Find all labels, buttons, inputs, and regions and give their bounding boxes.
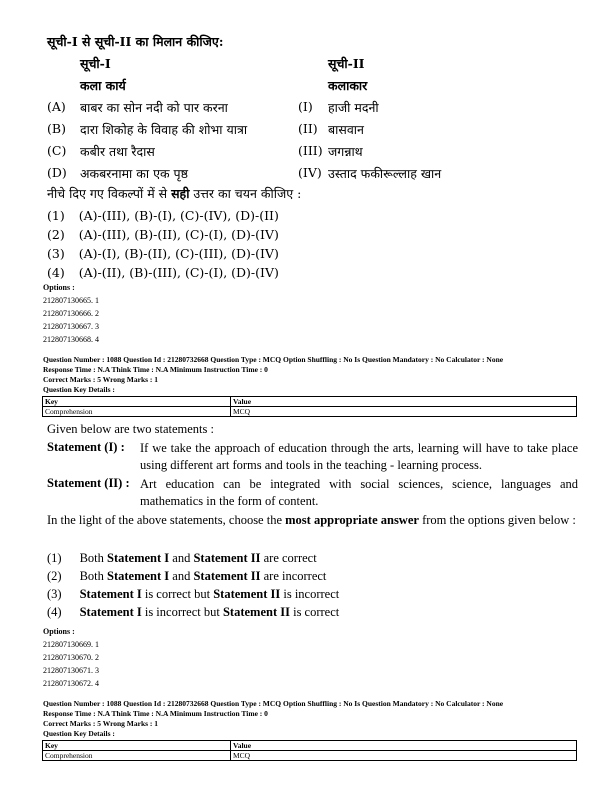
q2-choice-3: (3) Statement I is correct but Statement II is incorrect — [47, 587, 340, 601]
table-cell: Comprehension — [43, 407, 231, 417]
table-row — [43, 397, 577, 407]
table-row — [43, 751, 577, 761]
q1-option-id: 212807130667. 3 — [43, 322, 99, 331]
q1-choice-1: (1) (A)-(III), (B)-(I), (C)-(IV), (D)-(II) — [47, 208, 279, 223]
row-artist: बासवान — [328, 122, 364, 137]
q2-option-id: 212807130671. 3 — [43, 666, 99, 675]
table-row — [43, 741, 577, 751]
statement-2-text: Art education can be integrated with social sciences, science, languages and mathematics in the form of content. — [140, 477, 578, 508]
row-artwork: कबीर तथा रैदास — [80, 144, 155, 159]
q1-instruction: सूची-I से सूची-II का मिलान कीजिए: — [47, 34, 224, 49]
row-label: (C) — [47, 143, 67, 158]
row-label: (D) — [47, 165, 67, 180]
row-artist: जगन्नाथ — [328, 144, 363, 159]
q1-option-id: 212807130666. 2 — [43, 309, 99, 318]
q2-option-id: 212807130670. 2 — [43, 653, 99, 662]
q2-choice-4: (4) Statement I is incorrect but Statement II is correct — [47, 605, 340, 619]
q1-choice-4: (4) (A)-(II), (B)-(III), (C)-(I), (D)-(IV) — [47, 265, 279, 280]
meta2-time-info: Response Time : N.A Think Time : N.A Minimum Instruction Time : 0 — [43, 709, 268, 718]
q1-choose-instruction: नीचे दिए गए विकल्पों में से सही उत्तर का चयन कीजिए : — [47, 186, 302, 201]
meta1-marks-info: Correct Marks : 5 Wrong Marks : 1 — [43, 375, 159, 384]
q1-choice-3: (3) (A)-(I), (B)-(II), (C)-(III), (D)-(IV) — [47, 246, 279, 261]
statement-1-text: If we take the approach of education through the arts, learning will have to take place using different art forms and tools in the teaching - learning process. — [140, 441, 578, 472]
table-cell: Key — [43, 397, 231, 407]
table-row — [43, 407, 577, 417]
q2-choice-2: (2) Both Statement I and Statement II are incorrect — [47, 569, 327, 583]
table-cell: Value — [231, 397, 577, 407]
table-cell: Value — [231, 741, 577, 751]
q1-options-label: Options : — [43, 283, 75, 292]
row-artwork: बाबर का सोन नदी को पार करना — [80, 100, 228, 115]
meta1-time-info: Response Time : N.A Think Time : N.A Minimum Instruction Time : 0 — [43, 365, 268, 374]
statement-2-label: Statement (II) : — [47, 476, 130, 490]
q1-choice-2: (2) (A)-(III), (B)-(II), (C)-(I), (D)-(IV) — [47, 227, 279, 242]
meta2-key-details-label: Question Key Details : — [43, 729, 115, 738]
row-artwork: अकबरनामा का एक पृष्ठ — [80, 166, 189, 181]
list2-title: सूची-II — [328, 56, 365, 71]
row-label: (A) — [47, 99, 66, 114]
meta2-marks-info: Correct Marks : 5 Wrong Marks : 1 — [43, 719, 159, 728]
row-artwork: दारा शिकोह के विवाह की शोभा यात्रा — [80, 122, 248, 137]
q2-intro: Given below are two statements : — [47, 422, 214, 436]
meta1-question-info: Question Number : 1088 Question Id : 21280732668 Question Type : MCQ Option Shuffling : No Is Question Mandatory : No Calculator : None — [43, 355, 504, 364]
meta2-question-info: Question Number : 1088 Question Id : 21280732668 Question Type : MCQ Option Shuffling : No Is Question Mandatory : No Calculator : None — [43, 699, 504, 708]
table-cell: Comprehension — [43, 751, 231, 761]
q2-choice-1: (1) Both Statement I and Statement II are correct — [47, 551, 317, 565]
table-cell: Key — [43, 741, 231, 751]
row-label: (B) — [47, 121, 66, 136]
list1-title: सूची-I — [80, 56, 111, 71]
q2-options-label: Options : — [43, 627, 75, 636]
row-artist: उस्ताद फकीरूल्लाह खान — [328, 166, 442, 181]
row-artist: हाजी मदनी — [328, 100, 379, 115]
q1-option-id: 212807130668. 4 — [43, 335, 99, 344]
row-roman: (III) — [298, 143, 323, 158]
list2-subtitle: कलाकार — [328, 78, 368, 93]
row-roman: (II) — [298, 121, 318, 136]
table-cell: MCQ — [231, 751, 577, 761]
row-roman: (IV) — [298, 165, 322, 180]
q1-option-id: 212807130665. 1 — [43, 296, 99, 305]
meta2-key-table — [42, 740, 577, 761]
table-cell: MCQ — [231, 407, 577, 417]
meta1-key-table — [42, 396, 577, 417]
list1-subtitle: कला कार्य — [80, 78, 126, 93]
meta1-key-details-label: Question Key Details : — [43, 385, 115, 394]
statement-1-label: Statement (I) : — [47, 440, 125, 454]
q2-light-instruction: In the light of the above statements, choose the most appropriate answer from the options given below : — [47, 513, 576, 527]
q2-option-id: 212807130669. 1 — [43, 640, 99, 649]
row-roman: (I) — [298, 99, 313, 114]
q2-option-id: 212807130672. 4 — [43, 679, 99, 688]
